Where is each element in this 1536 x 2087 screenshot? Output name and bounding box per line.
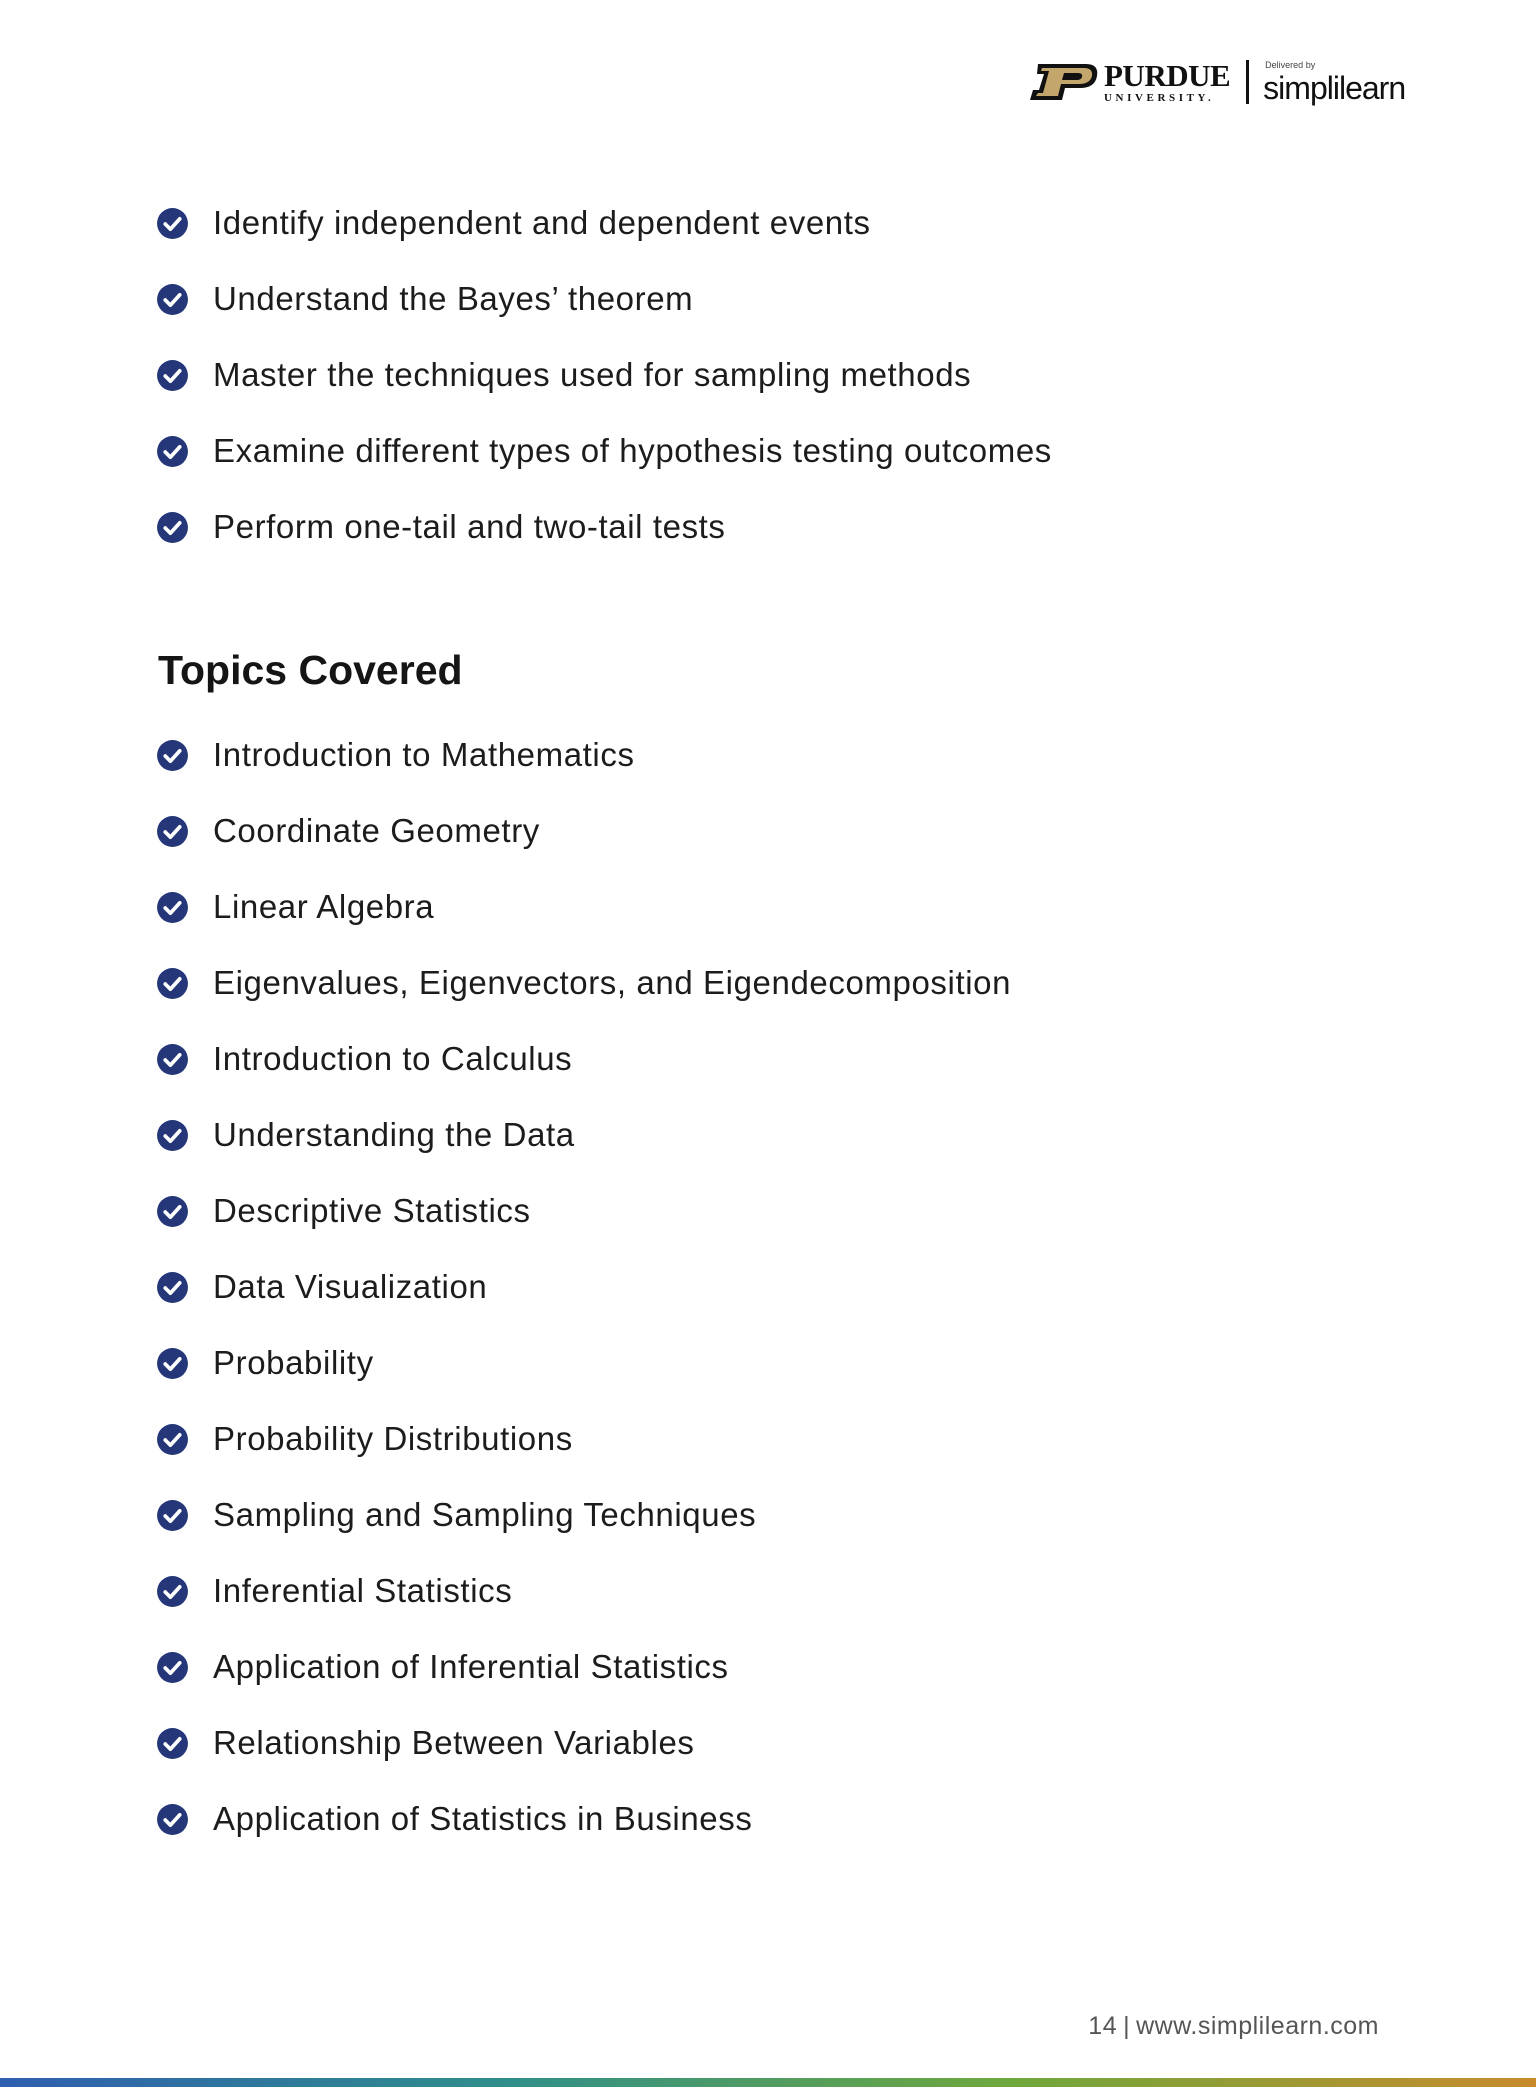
topic-item bbox=[156, 717, 1011, 793]
page-footer bbox=[1088, 2012, 1379, 2041]
list-item-text: Probability bbox=[213, 1344, 374, 1381]
list-item-text: Data Visualization bbox=[213, 1268, 488, 1305]
objective-item bbox=[156, 337, 1052, 413]
check-circle-icon bbox=[156, 1271, 189, 1304]
list-item-text: Coordinate Geometry bbox=[213, 812, 540, 849]
university-subtitle: UNIVERSITY. bbox=[1104, 92, 1215, 104]
list-item-text: Inferential Statistics bbox=[213, 1572, 513, 1609]
topic-item bbox=[156, 1781, 1011, 1857]
list-item-text: Sampling and Sampling Techniques bbox=[213, 1496, 757, 1533]
check-circle-icon bbox=[156, 1499, 189, 1532]
topic-item bbox=[156, 1249, 1011, 1325]
list-item-text: Application of Inferential Statistics bbox=[213, 1648, 729, 1685]
purdue-p-icon bbox=[1028, 62, 1100, 102]
check-circle-icon bbox=[156, 1423, 189, 1456]
check-circle-icon bbox=[156, 359, 189, 392]
page-number: 14 bbox=[1088, 2012, 1118, 2040]
list-item-text: Identify independent and dependent events bbox=[213, 204, 871, 241]
check-circle-icon bbox=[156, 967, 189, 1000]
simplilearn-wordmark: simplilearn bbox=[1263, 69, 1406, 106]
list-item-text: Linear Algebra bbox=[213, 888, 435, 925]
check-circle-icon bbox=[156, 1651, 189, 1684]
check-circle-icon bbox=[156, 1043, 189, 1076]
footer-separator: | bbox=[1123, 2012, 1131, 2040]
list-item-text: Probability Distributions bbox=[213, 1420, 573, 1457]
topics-list bbox=[156, 717, 1011, 1857]
check-circle-icon bbox=[156, 207, 189, 240]
list-item-text: Application of Statistics in Business bbox=[213, 1800, 753, 1837]
footer-gradient-bar bbox=[0, 2078, 1536, 2087]
website-link[interactable]: www.simplilearn.com bbox=[1136, 2012, 1379, 2040]
check-circle-icon bbox=[156, 1119, 189, 1152]
check-circle-icon bbox=[156, 1575, 189, 1608]
topic-item bbox=[156, 1021, 1011, 1097]
topic-item bbox=[156, 1705, 1011, 1781]
objective-item bbox=[156, 413, 1052, 489]
list-item-text: Introduction to Calculus bbox=[213, 1040, 573, 1077]
objectives-list bbox=[156, 185, 1052, 565]
check-circle-icon bbox=[156, 815, 189, 848]
topic-item bbox=[156, 1401, 1011, 1477]
check-circle-icon bbox=[156, 435, 189, 468]
check-circle-icon bbox=[156, 511, 189, 544]
list-item-text: Relationship Between Variables bbox=[213, 1724, 695, 1761]
check-circle-icon bbox=[156, 1727, 189, 1760]
simplilearn-logo bbox=[1263, 61, 1405, 104]
check-circle-icon bbox=[156, 739, 189, 772]
list-item-text: Understand the Bayes’ theorem bbox=[213, 280, 694, 317]
check-circle-icon bbox=[156, 1803, 189, 1836]
objective-item bbox=[156, 185, 1052, 261]
purdue-wordmark bbox=[1104, 60, 1230, 104]
topic-item bbox=[156, 1173, 1011, 1249]
check-circle-icon bbox=[156, 1347, 189, 1380]
topic-item bbox=[156, 793, 1011, 869]
list-item-text: Eigenvalues, Eigenvectors, and Eigendecomposition bbox=[213, 964, 1012, 1001]
topic-item bbox=[156, 1629, 1011, 1705]
topic-item bbox=[156, 1325, 1011, 1401]
delivered-by-label: Delivered by bbox=[1265, 59, 1316, 70]
check-circle-icon bbox=[156, 283, 189, 316]
check-circle-icon bbox=[156, 1195, 189, 1228]
topic-item bbox=[156, 869, 1011, 945]
university-name: PURDUE bbox=[1104, 58, 1231, 93]
topic-item bbox=[156, 1553, 1011, 1629]
list-item-text: Perform one-tail and two-tail tests bbox=[213, 508, 726, 545]
topic-item bbox=[156, 1477, 1011, 1553]
objective-item bbox=[156, 261, 1052, 337]
topics-covered-heading: Topics Covered bbox=[158, 647, 463, 693]
list-item-text: Introduction to Mathematics bbox=[213, 736, 635, 773]
list-item-text: Examine different types of hypothesis testing outcomes bbox=[213, 432, 1052, 469]
check-circle-icon bbox=[156, 891, 189, 924]
brand-logo bbox=[1028, 56, 1405, 108]
list-item-text: Descriptive Statistics bbox=[213, 1192, 531, 1229]
list-item-text: Understanding the Data bbox=[213, 1116, 575, 1153]
list-item-text: Master the techniques used for sampling methods bbox=[213, 356, 972, 393]
topic-item bbox=[156, 1097, 1011, 1173]
objective-item bbox=[156, 489, 1052, 565]
topic-item bbox=[156, 945, 1011, 1021]
logo-divider bbox=[1246, 60, 1249, 104]
